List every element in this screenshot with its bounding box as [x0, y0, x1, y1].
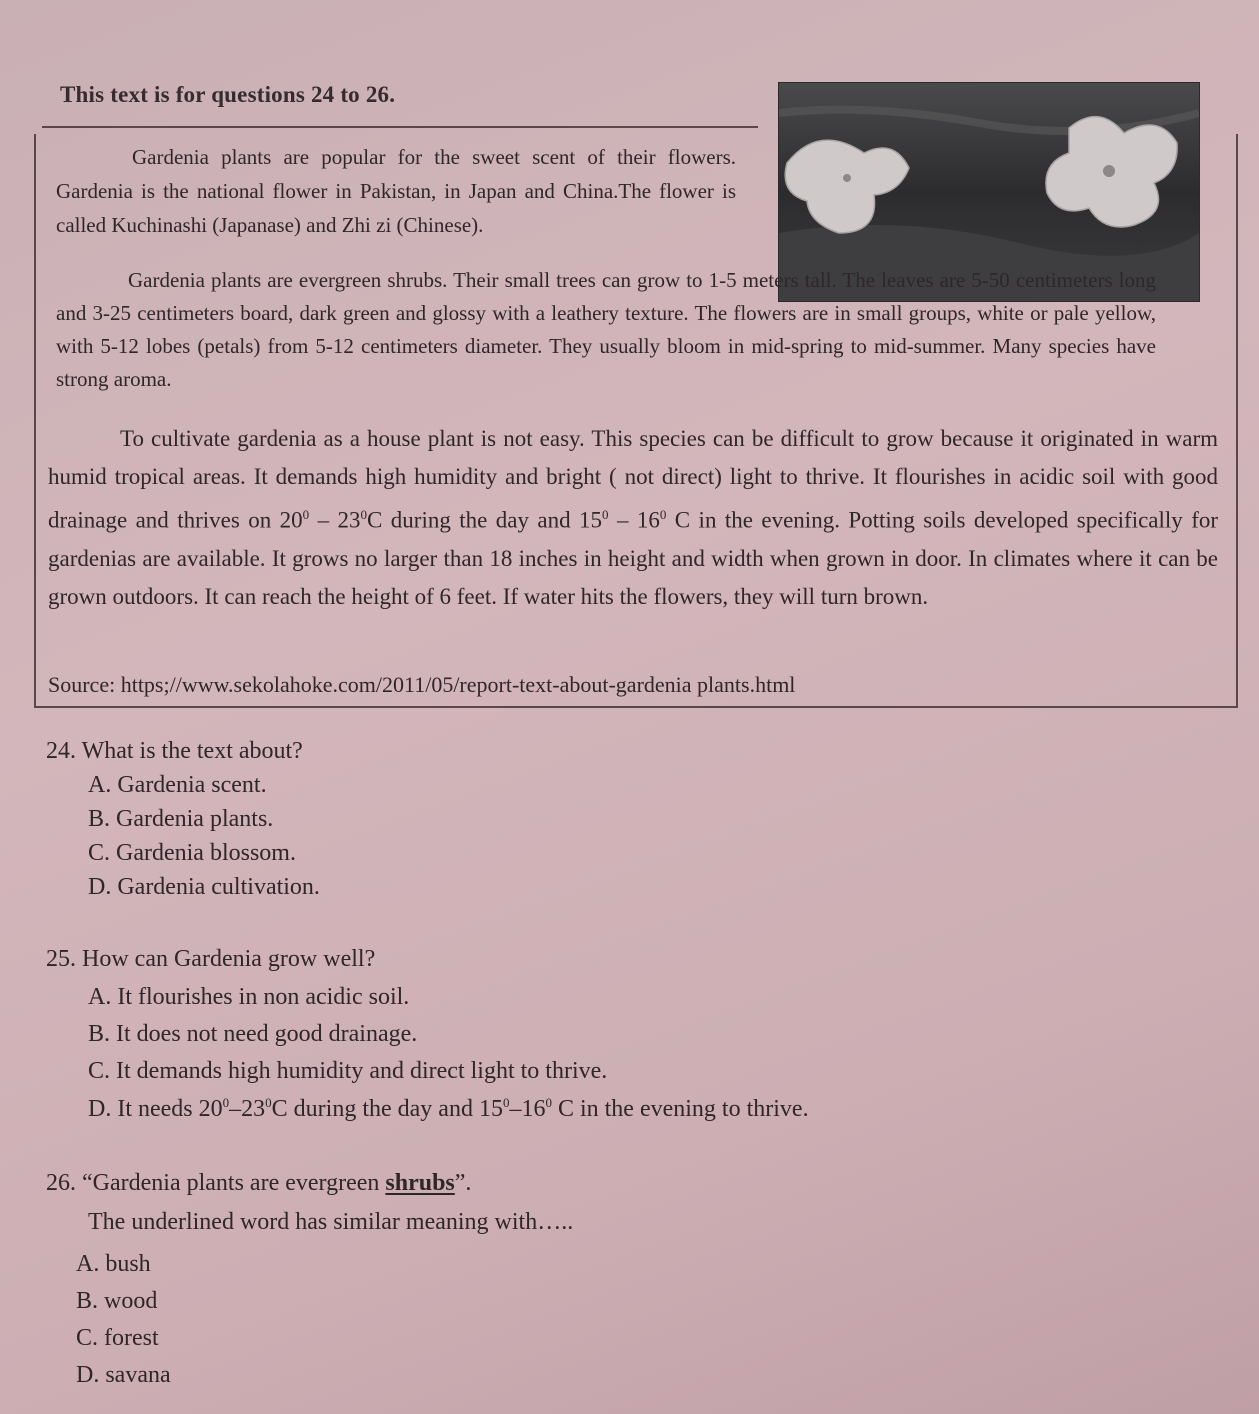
- p3-temp-2: 23: [337, 507, 361, 533]
- question-26-option-d[interactable]: D. savana: [76, 1362, 171, 1388]
- degree-mark: 0: [360, 507, 368, 522]
- degree-mark: 0: [545, 1095, 552, 1110]
- q25d-temp-4: 16: [521, 1096, 546, 1122]
- question-24-option-c[interactable]: C. Gardenia blossom.: [88, 840, 296, 866]
- q25d-temp-2: 23: [241, 1096, 266, 1122]
- intro-divider: [42, 126, 758, 128]
- p3-unit-2: C: [666, 507, 691, 533]
- passage-paragraph-1: Gardenia plants are popular for the sweet scent of their flowers. Gardenia is the national flower in Pakistan, in Japan and China.The flower is called Kuchinashi (Japanase) and Zhi zi (Chinese).: [56, 145, 736, 237]
- question-26-option-b[interactable]: B. wood: [76, 1288, 158, 1314]
- p3-start: To cultivate gardenia as a house plant is not easy. This species can be difficult to grow because it originated in warm humid tropical areas. It demands high humidity and bright ( not direct) light to thrive. It flourishes in acidic soil with good drainage and thrives on: [48, 426, 1218, 533]
- p3-mid: during the day and: [382, 507, 580, 533]
- q25d-dash-1: –: [229, 1096, 242, 1122]
- intro-heading: This text is for questions 24 to 26.: [60, 82, 396, 107]
- passage-paragraph-2-part-b: long and 3-25 centimeters board, dark green and glossy with a leathery texture. The flowers are in small groups, white or pale yellow, with 5-12 lobes (petals) from 5-12 centimeters diameter. They usually bloom in mid-spring to mid-summer. Many species have strong aroma.: [56, 268, 1157, 391]
- question-25-option-d[interactable]: [88, 1095, 809, 1123]
- degree-mark: 0: [302, 507, 310, 522]
- q25d-unit-2: C: [551, 1096, 574, 1122]
- passage-paragraph-2-part-a: Gardenia plants are evergreen shrubs. Their small trees can grow to 1-5 meters tall. The leaves are 5-50 centimeters: [128, 268, 1113, 292]
- q25d-end: in the evening to thrive.: [573, 1096, 809, 1122]
- q25d-start: D. It needs: [88, 1096, 199, 1122]
- p3-dash-2: –: [608, 507, 637, 533]
- q26-stem-start: 26. “Gardenia plants are evergreen: [46, 1170, 386, 1196]
- q25d-temp-1: 20: [198, 1096, 223, 1122]
- p3-temp-1: 20: [279, 507, 303, 533]
- question-26-option-c[interactable]: C. forest: [76, 1325, 159, 1351]
- p3-dash-1: –: [309, 507, 338, 533]
- question-25-option-a[interactable]: A. It flourishes in non acidic soil.: [88, 984, 410, 1010]
- question-25-option-b[interactable]: B. It does not need good drainage.: [88, 1021, 418, 1047]
- degree-mark: 0: [265, 1095, 272, 1110]
- question-26-stem: [46, 1170, 471, 1197]
- q25d-unit-1: C: [271, 1096, 288, 1122]
- question-25-option-c[interactable]: C. It demands high humidity and direct light to thrive.: [88, 1058, 608, 1084]
- question-24-option-a[interactable]: A. Gardenia scent.: [88, 772, 267, 798]
- question-25-stem: 25. How can Gardenia grow well?: [46, 946, 376, 972]
- question-26-instruction: The underlined word has similar meaning with…..: [88, 1209, 574, 1235]
- p3-end: in the evening. Potting soils developed specifically for gardenias are available. It grows no larger than 18 inches in height and width when grown in door. In climates where it can be grown outdoors. It can reach the height of 6 feet. If water hits the flowers, they will turn brown.: [48, 507, 1219, 609]
- degree-mark: 0: [602, 507, 609, 522]
- degree-mark: 0: [222, 1095, 230, 1110]
- degree-mark: 0: [502, 1095, 510, 1110]
- q25d-dash-2: –: [509, 1096, 522, 1122]
- question-24-option-b[interactable]: B. Gardenia plants.: [88, 806, 274, 832]
- degree-mark: 0: [659, 507, 667, 522]
- p3-temp-3: 15: [579, 507, 603, 533]
- passage-paragraph-3: [48, 420, 1218, 616]
- question-24-stem: 24. What is the text about?: [46, 738, 303, 764]
- q26-underlined-word: shrubs: [385, 1170, 455, 1196]
- source-citation: Source: https;//www.sekolahoke.com/2011/05/report-text-about-gardenia plants.html: [48, 672, 796, 697]
- p3-unit-1: C: [367, 507, 383, 533]
- q26-stem-end: ”.: [454, 1170, 472, 1196]
- p3-temp-4: 16: [636, 507, 660, 533]
- q25d-mid: during the day and: [287, 1096, 479, 1122]
- question-24-option-d[interactable]: D. Gardenia cultivation.: [88, 874, 320, 900]
- passage-paragraph-2: [56, 264, 1156, 396]
- q25d-temp-3: 15: [478, 1096, 503, 1122]
- question-26-option-a[interactable]: A. bush: [76, 1251, 151, 1277]
